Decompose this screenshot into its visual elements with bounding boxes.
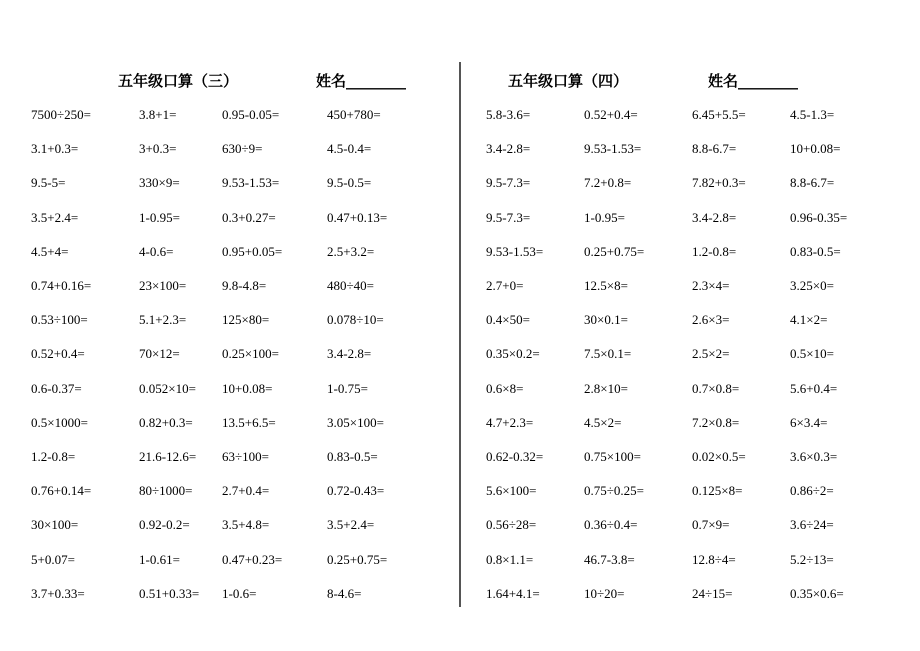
math-problem: 0.25+0.75= bbox=[327, 551, 388, 567]
math-problem: 3.4-2.8= bbox=[692, 209, 737, 225]
math-problem: 63÷100= bbox=[222, 449, 269, 464]
math-problem: 4.7+2.3= bbox=[486, 414, 534, 430]
math-problem: 7500÷250= bbox=[31, 107, 91, 122]
math-problem: 450+780= bbox=[327, 107, 381, 122]
math-problem: 1-0.75= bbox=[327, 380, 368, 396]
math-problem: 12.8÷4= bbox=[692, 551, 736, 567]
math-problem: 0.51+0.33= bbox=[139, 585, 200, 601]
math-problem: 0.078÷10= bbox=[327, 312, 384, 328]
math-problem: 1-0.95= bbox=[139, 209, 180, 225]
math-problem: 1-0.95= bbox=[584, 209, 625, 225]
math-problem: 0.83-0.5= bbox=[327, 449, 378, 464]
math-problem: 0.4×50= bbox=[486, 312, 530, 328]
math-problem: 6×3.4= bbox=[790, 414, 828, 430]
math-problem: 9.5-5= bbox=[31, 175, 66, 191]
math-problem: 3+0.3= bbox=[139, 141, 177, 157]
math-problem: 80÷1000= bbox=[139, 483, 193, 499]
math-problem: 21.6-12.6= bbox=[139, 449, 197, 464]
math-problem: 0.36÷0.4= bbox=[584, 517, 638, 533]
math-problem: 2.6×3= bbox=[692, 312, 730, 328]
math-problem: 0.02×0.5= bbox=[692, 449, 746, 464]
math-problem: 6.45+5.5= bbox=[692, 107, 746, 122]
math-problem: 0.96-0.35= bbox=[790, 209, 848, 225]
math-problem: 24÷15= bbox=[692, 585, 733, 601]
math-problem: 70×12= bbox=[139, 346, 180, 362]
math-problem: 1-0.6= bbox=[222, 585, 257, 601]
math-problem: 0.75×100= bbox=[584, 449, 641, 464]
math-problem: 4.5-1.3= bbox=[790, 107, 835, 122]
math-problem: 3.5+4.8= bbox=[222, 517, 270, 533]
math-problem: 0.74+0.16= bbox=[31, 278, 92, 293]
math-problem: 0.92-0.2= bbox=[139, 517, 190, 533]
math-problem: 7.2+0.8= bbox=[584, 175, 632, 191]
math-problem: 125×80= bbox=[222, 312, 270, 328]
math-problem: 0.72-0.43= bbox=[327, 483, 385, 499]
math-problem: 0.62-0.32= bbox=[486, 449, 544, 464]
math-problem: 0.52+0.4= bbox=[584, 107, 638, 122]
math-problem: 30×0.1= bbox=[584, 312, 628, 328]
math-problem: 3.7+0.33= bbox=[31, 585, 85, 601]
math-problem: 480÷40= bbox=[327, 278, 374, 293]
math-problem: 0.95-0.05= bbox=[222, 107, 280, 122]
math-problem: 0.25×100= bbox=[222, 346, 279, 362]
math-problem: 0.125×8= bbox=[692, 483, 743, 499]
math-problem: 0.6×8= bbox=[486, 380, 524, 396]
worksheet-title: 五年级口算（三） bbox=[118, 72, 239, 90]
math-problem: 3.6÷24= bbox=[790, 517, 834, 533]
math-problem: 2.5×2= bbox=[692, 346, 730, 362]
math-problem: 13.5+6.5= bbox=[222, 414, 276, 430]
math-problem: 3.5+2.4= bbox=[327, 517, 375, 533]
math-problem: 0.7×0.8= bbox=[692, 380, 740, 396]
math-problem: 7.82+0.3= bbox=[692, 175, 746, 191]
math-problem: 7.2×0.8= bbox=[692, 414, 740, 430]
math-problem: 3.1+0.3= bbox=[31, 141, 79, 157]
math-problem: 2.8×10= bbox=[584, 380, 628, 396]
math-problem: 1.2-0.8= bbox=[692, 243, 737, 259]
math-problem: 46.7-3.8= bbox=[584, 551, 635, 567]
math-problem: 3.4-2.8= bbox=[486, 141, 531, 157]
math-problem: 9.53-1.53= bbox=[222, 175, 280, 191]
math-problem: 10+0.08= bbox=[222, 380, 273, 396]
math-problem: 0.5×1000= bbox=[31, 414, 88, 430]
math-problem: 5.8-3.6= bbox=[486, 107, 531, 122]
math-problem: 0.3+0.27= bbox=[222, 209, 276, 225]
name-field: 姓名________ bbox=[708, 72, 799, 90]
math-problem: 1.2-0.8= bbox=[31, 449, 76, 464]
math-problem: 9.5-7.3= bbox=[486, 175, 531, 191]
math-problem: 2.5+3.2= bbox=[327, 243, 375, 259]
math-problem: 0.53÷100= bbox=[31, 312, 88, 328]
math-problem: 3.8+1= bbox=[139, 107, 177, 122]
math-problem: 0.76+0.14= bbox=[31, 483, 92, 499]
math-problem: 0.47+0.23= bbox=[222, 551, 283, 567]
math-problem: 2.7+0= bbox=[486, 278, 524, 293]
math-problem: 4.1×2= bbox=[790, 312, 828, 328]
math-problem: 3.4-2.8= bbox=[327, 346, 372, 362]
math-problem: 7.5×0.1= bbox=[584, 346, 632, 362]
math-problem: 9.5-7.3= bbox=[486, 209, 531, 225]
math-problem: 12.5×8= bbox=[584, 278, 628, 293]
math-problem: 0.75÷0.25= bbox=[584, 483, 644, 499]
math-problem: 0.82+0.3= bbox=[139, 414, 193, 430]
math-problem: 0.052×10= bbox=[139, 380, 196, 396]
math-problem: 3.6×0.3= bbox=[790, 449, 838, 464]
math-problem: 0.95+0.05= bbox=[222, 243, 283, 259]
math-problem: 0.6-0.37= bbox=[31, 380, 82, 396]
math-problem: 0.56÷28= bbox=[486, 517, 537, 533]
math-problem: 5.1+2.3= bbox=[139, 312, 187, 328]
math-problem: 4.5-0.4= bbox=[327, 141, 372, 157]
math-problem: 10÷20= bbox=[584, 585, 625, 601]
math-problem: 0.52+0.4= bbox=[31, 346, 85, 362]
math-problem: 1-0.61= bbox=[139, 551, 180, 567]
math-problem: 8.8-6.7= bbox=[692, 141, 737, 157]
math-problem: 9.8-4.8= bbox=[222, 278, 267, 293]
math-problem: 10+0.08= bbox=[790, 141, 841, 157]
math-problem: 0.35×0.6= bbox=[790, 585, 844, 601]
math-problem: 30×100= bbox=[31, 517, 79, 533]
name-field: 姓名________ bbox=[316, 72, 407, 90]
math-problem: 4-0.6= bbox=[139, 243, 174, 259]
math-problem: 5.6+0.4= bbox=[790, 380, 838, 396]
math-problem: 3.25×0= bbox=[790, 278, 834, 293]
math-problem: 8.8-6.7= bbox=[790, 175, 835, 191]
math-problem: 0.7×9= bbox=[692, 517, 730, 533]
math-problem: 9.53-1.53= bbox=[486, 243, 544, 259]
math-problem: 9.5-0.5= bbox=[327, 175, 372, 191]
math-problem: 5.6×100= bbox=[486, 483, 537, 499]
math-problem: 0.5×10= bbox=[790, 346, 834, 362]
math-problem: 5.2÷13= bbox=[790, 551, 834, 567]
math-problem: 23×100= bbox=[139, 278, 187, 293]
math-problem: 0.8×1.1= bbox=[486, 551, 534, 567]
math-problem: 2.7+0.4= bbox=[222, 483, 270, 499]
math-problem: 4.5×2= bbox=[584, 414, 622, 430]
worksheet-four bbox=[460, 0, 920, 651]
math-problem: 3.05×100= bbox=[327, 414, 384, 430]
math-problem: 0.83-0.5= bbox=[790, 243, 841, 259]
math-problem: 0.47+0.13= bbox=[327, 209, 388, 225]
math-problem: 0.35×0.2= bbox=[486, 346, 540, 362]
math-problem: 2.3×4= bbox=[692, 278, 730, 293]
math-problem: 630÷9= bbox=[222, 141, 263, 157]
math-problem: 9.53-1.53= bbox=[584, 141, 642, 157]
math-problem: 3.5+2.4= bbox=[31, 209, 79, 225]
math-problem: 4.5+4= bbox=[31, 243, 69, 259]
worksheet-title: 五年级口算（四） bbox=[508, 72, 629, 90]
math-problem: 5+0.07= bbox=[31, 551, 75, 567]
math-problem: 8-4.6= bbox=[327, 585, 362, 601]
math-problem: 1.64+4.1= bbox=[486, 585, 540, 601]
math-problem: 0.86÷2= bbox=[790, 483, 834, 499]
math-problem: 330×9= bbox=[139, 175, 180, 191]
math-problem: 0.25+0.75= bbox=[584, 243, 645, 259]
